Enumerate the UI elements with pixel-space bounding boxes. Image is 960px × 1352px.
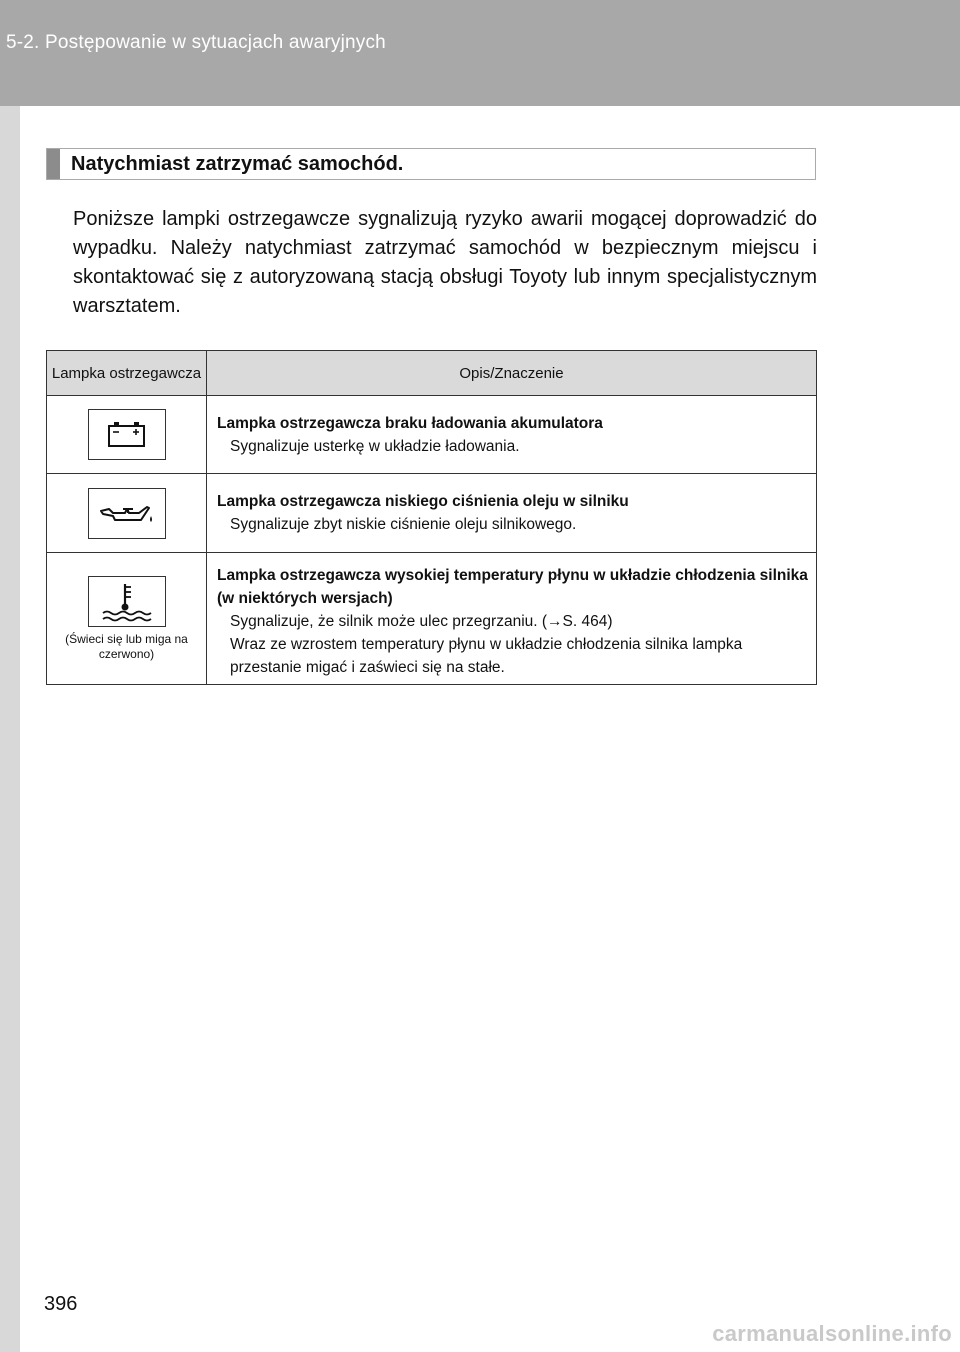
description-cell bbox=[207, 553, 817, 685]
watermark: carmanualsonline.info bbox=[712, 1321, 952, 1346]
header-description: Opis/Znaczenie bbox=[207, 351, 817, 396]
battery-charging-warning-icon bbox=[88, 409, 166, 460]
chapter-title: 5-2. Postępowanie w sytuacjach awaryjnych bbox=[6, 32, 386, 53]
lamp-cell bbox=[47, 474, 207, 553]
lamp-description: Sygnalizuje, że silnik może ulec przegrzaniu. (→S. 464) bbox=[230, 613, 613, 630]
intro-paragraph: Poniższe lampki ostrzegawcze sygnalizują ryzyko awarii mogącej doprowadzić do wypadku. Należy natychmiast zatrzymać samochód w bezpiecznym miejscu i skontaktować się z autoryzowaną stacją obsługi Toyoty lub innym specjalistycznym warsztatem. bbox=[73, 208, 817, 317]
lamp-description: Wraz ze wzrostem temperatury płynu w układzie chłodzenia silnika lampka przestanie migać i zaświeci się na stałe. bbox=[230, 636, 743, 676]
lamp-title: Lampka ostrzegawcza braku ładowania akumulatora bbox=[217, 415, 603, 432]
table-header-row bbox=[47, 351, 817, 396]
description-cell bbox=[207, 474, 817, 553]
section-heading-accent bbox=[47, 149, 60, 179]
page-number: 396 bbox=[44, 1293, 78, 1315]
lamp-icon-note: (Świeci się lub miga na czerwono) bbox=[65, 631, 188, 661]
lamp-description: Sygnalizuje usterkę w układzie ładowania. bbox=[230, 438, 520, 455]
warning-lamp-table bbox=[46, 350, 817, 685]
lamp-description: Sygnalizuje zbyt niskie ciśnienie oleju silnikowego. bbox=[230, 516, 577, 533]
lamp-title: Lampka ostrzegawcza niskiego ciśnienia oleju w silniku bbox=[217, 493, 629, 510]
lamp-cell bbox=[47, 396, 207, 474]
header-lamp: Lampka ostrzegawcza bbox=[47, 351, 207, 396]
section-heading-box bbox=[46, 148, 816, 180]
coolant-temperature-warning-icon bbox=[88, 576, 166, 627]
oil-pressure-warning-icon bbox=[88, 488, 166, 539]
section-title: Natychmiast zatrzymać samochód. bbox=[71, 153, 404, 175]
lamp-title: Lampka ostrzegawcza wysokiej temperatury płynu w układzie chłodzenia silnika (w niektórych wersjach) bbox=[217, 567, 808, 607]
chapter-header-bar bbox=[0, 0, 960, 106]
table-row bbox=[47, 553, 817, 685]
page-edge-strip bbox=[0, 106, 20, 1352]
description-cell bbox=[207, 396, 817, 474]
lamp-cell bbox=[47, 553, 207, 685]
table-row bbox=[47, 396, 817, 474]
table-row bbox=[47, 474, 817, 553]
